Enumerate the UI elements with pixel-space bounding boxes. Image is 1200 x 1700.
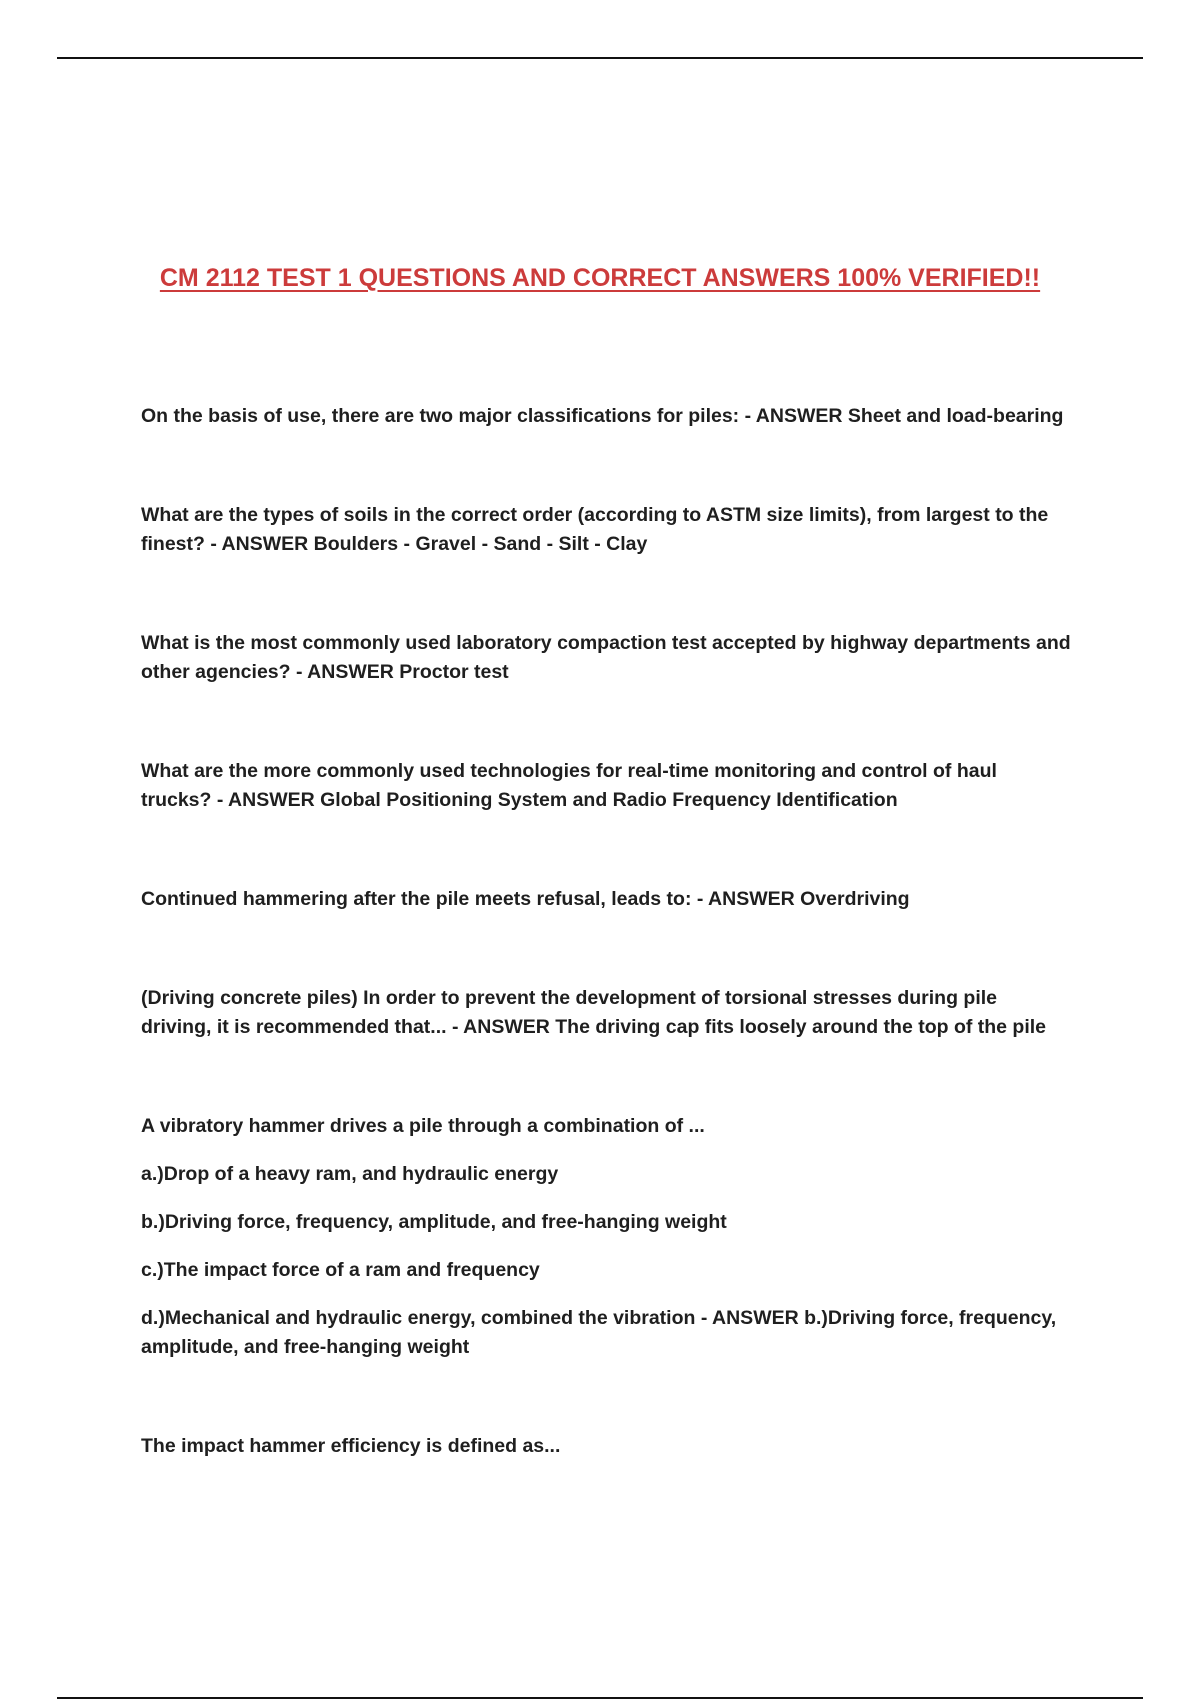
option-c: c.)The impact force of a ram and frequency [141, 1259, 540, 1281]
option-b: b.)Driving force, frequency, amplitude, and free-hanging weight [141, 1211, 727, 1233]
document-title: CM 2112 TEST 1 QUESTIONS AND CORRECT ANSWERS 100% VERIFIED!! [159, 264, 1041, 292]
question-stem: A vibratory hammer drives a pile through a combination of ... [141, 1115, 705, 1137]
qa-item-5: Continued hammering after the pile meets refusal, leads to: - ANSWER Overdriving [141, 888, 910, 910]
qa-list [141, 402, 1071, 1531]
bottom-rule [57, 1697, 1143, 1699]
qa-item-1: On the basis of use, there are two major classifications for piles: - ANSWER Sheet and load-bearing [141, 405, 1064, 427]
qa-item-7 [141, 1112, 1071, 1362]
top-rule [57, 57, 1143, 59]
option-d: d.)Mechanical and hydraulic energy, combined the vibration - ANSWER b.)Driving force, frequency, amplitude, and free-hanging weight [141, 1307, 1057, 1358]
qa-item-6: (Driving concrete piles) In order to prevent the development of torsional stresses during pile driving, it is recommended that... - ANSWER The driving cap fits loosely around the top of the pile [141, 987, 1047, 1038]
qa-item-2: What are the types of soils in the correct order (according to ASTM size limits), from largest to the finest? - ANSWER Boulders - Gravel - Sand - Silt - Clay [141, 504, 1049, 555]
qa-item-8: The impact hammer efficiency is defined as... [141, 1435, 561, 1457]
qa-item-3: What is the most commonly used laboratory compaction test accepted by highway departments and other agencies? - ANSWER Proctor test [141, 632, 1071, 683]
option-a: a.)Drop of a heavy ram, and hydraulic energy [141, 1163, 559, 1185]
qa-item-4: What are the more commonly used technologies for real-time monitoring and control of haul trucks? - ANSWER Global Positioning System and Radio Frequency Identification [141, 760, 997, 811]
